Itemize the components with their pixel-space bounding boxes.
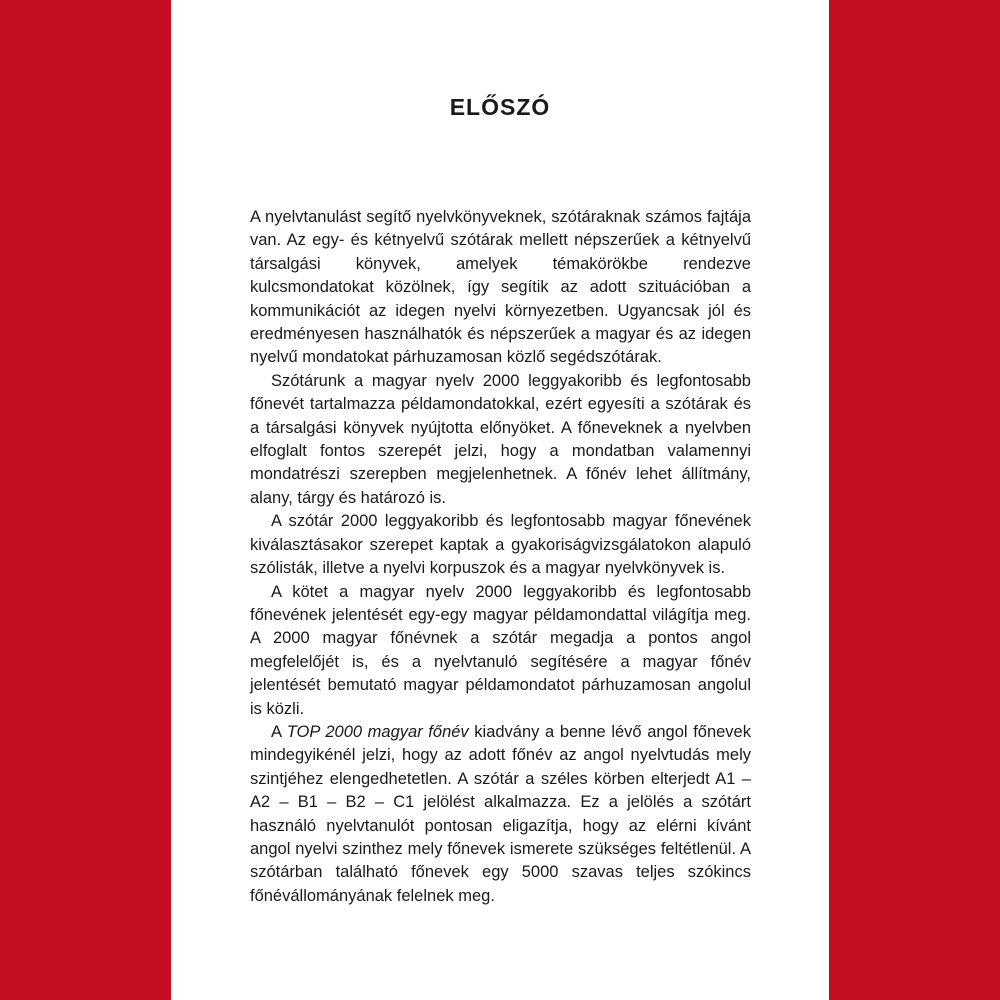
paragraph-3: A szótár 2000 leggyakoribb és legfontosabb magyar főnevének kiválasztásakor szerepet kaptak a gyakoriságvizsgálatokon alapuló szólisták, illetve a nyelvi korpuszok és a magyar nyelvkönyvek is. bbox=[250, 512, 751, 578]
book-title-italic: TOP 2000 magyar főnév bbox=[286, 722, 469, 741]
paragraph-5-lead: A bbox=[271, 722, 287, 741]
paragraph-1: A nyelvtanulást segítő nyelvkönyveknek, szótáraknak számos fajtája van. Az egy- és kétnyelvű szótárak mellett népszerűek a kétnyelvű társalgási könyvek, amelyek témakörökbe rendezve kulcsmondatokat közölnek, így segítik az adott szituációban a kommunikációt az idegen nyelvi környezetben. Ugyancsak jól és eredményesen használhatók és népszerűek a magyar és az idegen nyelvű mondatokat párhuzamosan közlő segédszótárak. bbox=[250, 208, 751, 367]
paragraph-5-rest: kiadvány a benne lévő angol főnevek mindegyikénél jelzi, hogy az adott főnév az angol nyelvtudás mely szintjéhez elengedhetetlen. A szótár a széles körben elterjedt A1 – A2 – B1 – B2 – C1 jelölést alkalmazza. Ez a jelölés a szótárt használó nyelvtanulót pontosan eligazítja, hogy az elérni kívánt angol nyelvi szinthez mely főnevek ismerete szükséges feltétlenül. A szótárban található főnevek egy 5000 szavas teljes szókincs főnévállományának felelnek meg. bbox=[250, 722, 751, 905]
paragraph-5 bbox=[250, 721, 751, 908]
page-title: ELŐSZÓ bbox=[449, 94, 551, 120]
preface-body bbox=[250, 206, 751, 908]
book-page bbox=[171, 0, 829, 1000]
paragraph-2: Szótárunk a magyar nyelv 2000 leggyakoribb és legfontosabb főnevét tartalmazza példamondatokkal, ezért egyesíti a szótárak és a társalgási könyvek nyújtotta előnyöket. A főneveknek a nyelvben elfoglalt fontos szerepét jelzi, hogy a mondatban valamennyi mondatrészi szerepben megjelenhetnek. A főnév lehet állítmány, alany, tárgy és határozó is. bbox=[250, 371, 751, 507]
paragraph-4: A kötet a magyar nyelv 2000 leggyakoribb és legfontosabb főnevének jelentését egy-egy magyar példamondattal világítja meg. A 2000 magyar főnévnek a szótár megadja a pontos angol megfelelőjét is, és a nyelvtanuló segítésére a magyar főnév jelentését bemutató magyar példamondatot párhuzamosan angolul is közli. bbox=[250, 582, 751, 718]
